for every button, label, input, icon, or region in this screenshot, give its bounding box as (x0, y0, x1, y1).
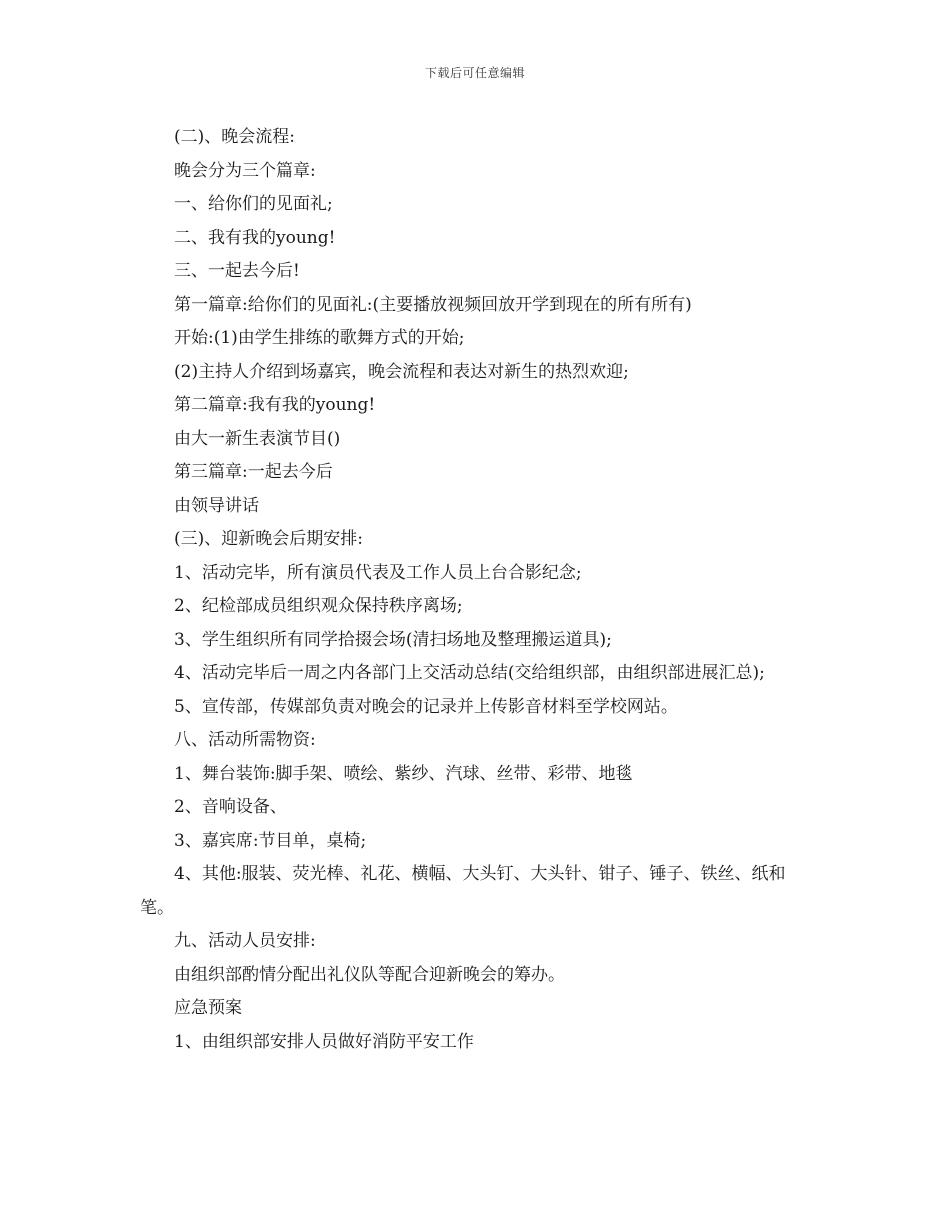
paragraph: 第三篇章:一起去今后 (174, 462, 333, 482)
paragraph: 九、活动人员安排: (174, 931, 316, 951)
paragraph: 第一篇章:给你们的见面礼:(主要播放视频回放开学到现在的所有所有) (174, 294, 692, 315)
paragraph: 由组织部酌情分配出礼仪队等配合迎新晚会的筹办。 (174, 964, 565, 985)
paragraph: 2、音响设备、 (174, 797, 287, 817)
paragraph: 八、活动所需物资: (174, 730, 316, 750)
paragraph: 3、学生组织所有同学拾掇会场(清扫场地及整理搬运道具); (174, 629, 612, 650)
paragraph: 2、纪检部成员组织观众保持秩序离场; (174, 596, 463, 616)
paragraph: (二)、晚会流程: (174, 127, 295, 147)
paragraph: 5、宣传部，传媒部负责对晚会的记录并上传影音材料至学校网站。 (174, 696, 678, 717)
paragraph: 开始:(1)由学生排练的歌舞方式的开始; (174, 328, 465, 348)
paragraph: (三)、迎新晚会后期安排: (174, 529, 363, 549)
paragraph: 一、给你们的见面礼; (174, 194, 333, 214)
paragraph: 晚会分为三个篇章: (174, 160, 316, 181)
paragraph: 4、活动完毕后一周之内各部门上交活动总结(交给组织部，由组织部进展汇总); (174, 663, 765, 683)
paragraph: 第二篇章:我有我的young! (174, 395, 376, 415)
paragraph: 应急预案 (174, 998, 242, 1018)
paragraph: 1、舞台装饰:脚手架、喷绘、紫纱、汽球、丝带、彩带、地毯 (174, 763, 633, 784)
paragraph: (2)主持人介绍到场嘉宾，晚会流程和表达对新生的热烈欢迎; (174, 361, 629, 382)
paragraph: 1、由组织部安排人员做好消防平安工作 (174, 1031, 474, 1052)
document-body (140, 121, 812, 1059)
paragraph: 由大一新生表演节目() (174, 428, 341, 449)
page-header: 下载后可任意编辑 (424, 66, 525, 80)
paragraph: 4、其他:服装、荧光棒、礼花、横幅、大头钉、大头针、钳子、锤子、铁丝、纸和笔。 (140, 864, 786, 918)
paragraph: 3、嘉宾席:节目单，桌椅; (174, 830, 367, 851)
paragraph: 由领导讲话 (174, 495, 259, 516)
paragraph: 1、活动完毕，所有演员代表及工作人员上台合影纪念; (174, 562, 582, 583)
paragraph: 三、一起去今后! (174, 261, 300, 281)
paragraph: 二、我有我的young! (174, 227, 336, 248)
